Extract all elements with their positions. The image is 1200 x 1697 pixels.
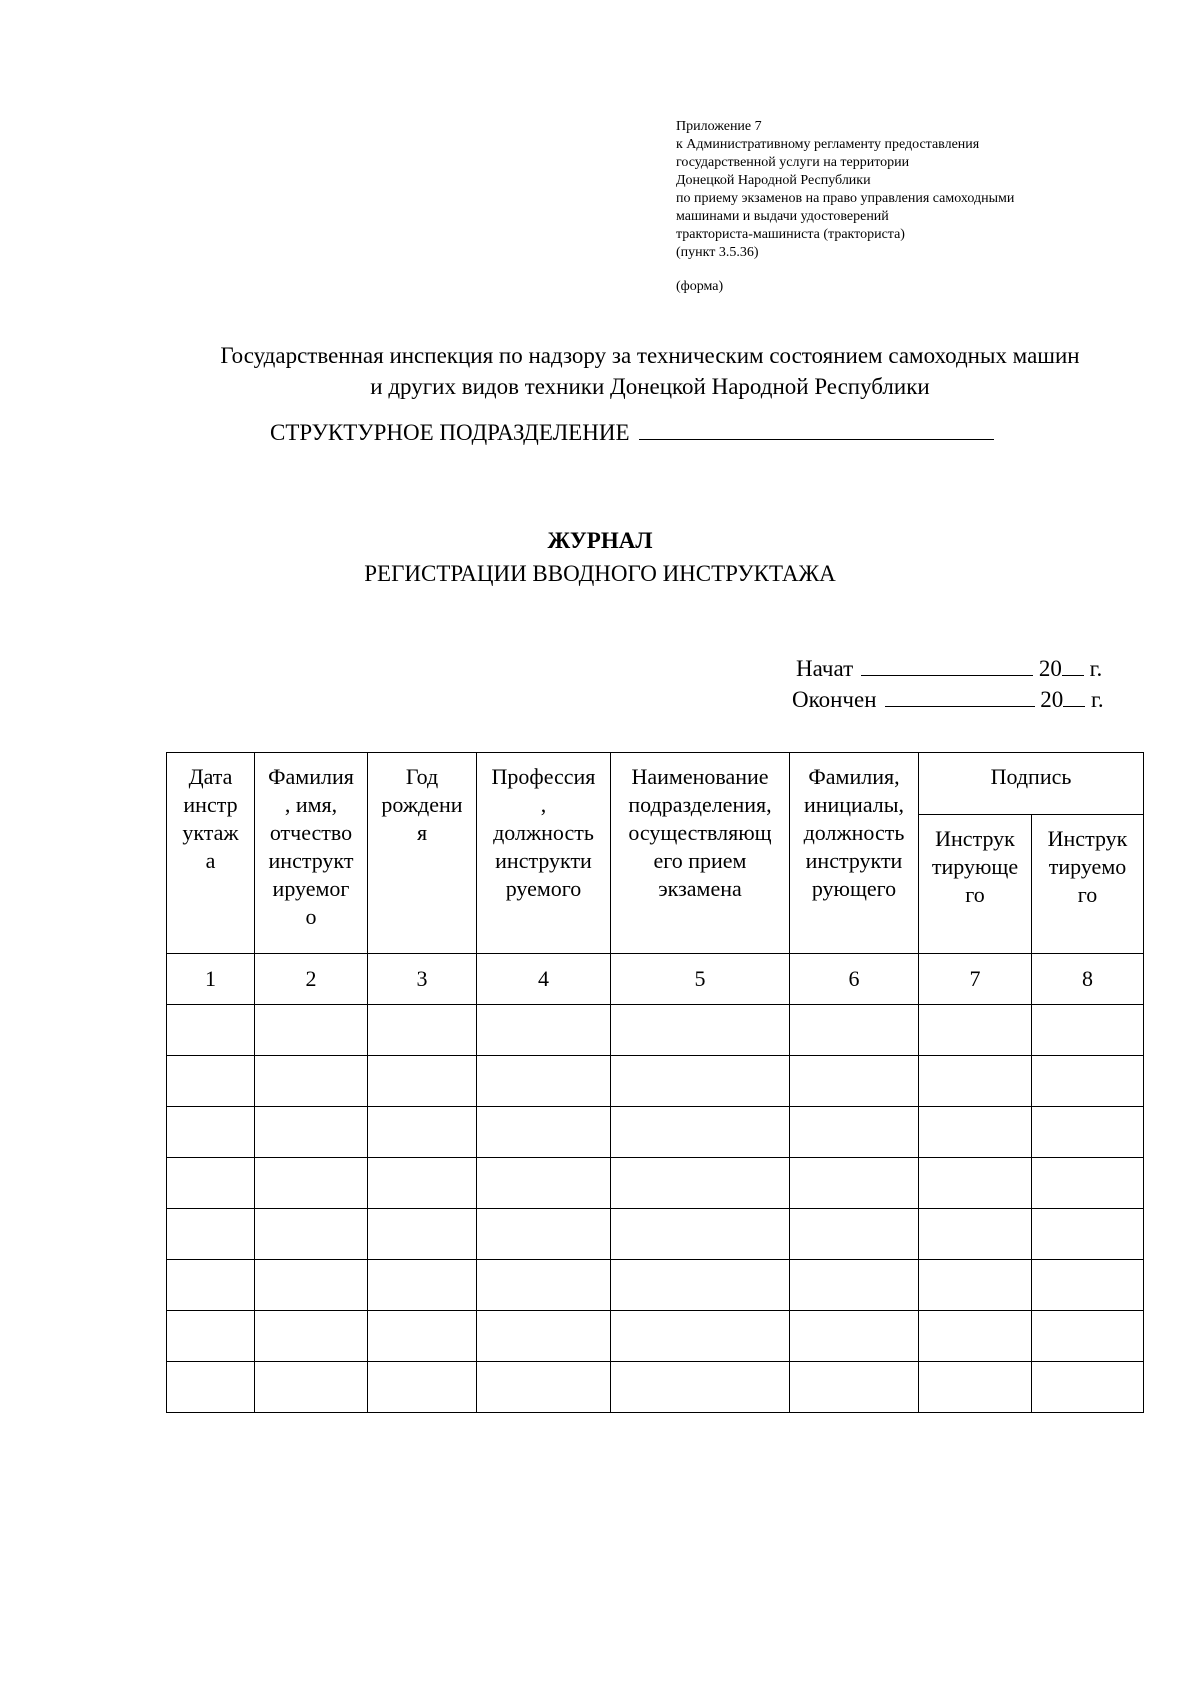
table-cell[interactable] — [1032, 1311, 1144, 1362]
annex-line: по приему экзаменов на право управления самоходными — [676, 191, 1015, 206]
table-cell[interactable] — [611, 1158, 790, 1209]
year-prefix: 20 — [1040, 687, 1064, 712]
structural-unit-blank-field[interactable] — [639, 421, 994, 440]
form-note: (форма) — [676, 279, 724, 294]
table-row — [167, 1107, 1144, 1158]
annex-line: (пункт 3.5.36) — [676, 245, 759, 260]
table-cell[interactable] — [167, 1056, 255, 1107]
table-cell[interactable] — [790, 1209, 919, 1260]
table-row — [167, 1260, 1144, 1311]
ended-label: Окончен — [792, 687, 877, 712]
table-row — [167, 1362, 1144, 1413]
column-number: 8 — [1032, 954, 1144, 1005]
header-signature-instructed: Инструк тируемо го — [1032, 815, 1144, 954]
year-suffix: г. — [1089, 656, 1103, 681]
structural-unit-label: СТРУКТУРНОЕ ПОДРАЗДЕЛЕНИЕ — [270, 420, 630, 445]
table-cell[interactable] — [167, 1362, 255, 1413]
ended-row — [792, 684, 1104, 715]
table-cell[interactable] — [790, 1260, 919, 1311]
table-cell[interactable] — [255, 1005, 368, 1056]
table-cell[interactable] — [167, 1107, 255, 1158]
journal-dates — [792, 653, 1104, 715]
annex-line: тракториста-машиниста (тракториста) — [676, 227, 905, 242]
ended-date-field[interactable] — [885, 688, 1035, 707]
table-cell[interactable] — [477, 1158, 611, 1209]
table-cell[interactable] — [368, 1005, 477, 1056]
table-cell[interactable] — [1032, 1005, 1144, 1056]
column-number: 2 — [255, 954, 368, 1005]
table-cell[interactable] — [477, 1311, 611, 1362]
table-cell[interactable] — [611, 1260, 790, 1311]
table-cell[interactable] — [477, 1209, 611, 1260]
column-number: 3 — [368, 954, 477, 1005]
table-cell[interactable] — [167, 1005, 255, 1056]
table-row — [167, 1005, 1144, 1056]
header-signature-instructor: Инструк тирующе го — [919, 815, 1032, 954]
column-number-row — [167, 954, 1144, 1005]
organization-line-2: и других видов техники Донецкой Народной Республики — [370, 374, 930, 399]
table-cell[interactable] — [255, 1311, 368, 1362]
table-cell[interactable] — [167, 1158, 255, 1209]
table-cell[interactable] — [919, 1260, 1032, 1311]
started-date-field[interactable] — [861, 657, 1033, 676]
table-cell[interactable] — [368, 1107, 477, 1158]
journal-title-block — [0, 524, 1200, 590]
table-cell[interactable] — [1032, 1056, 1144, 1107]
started-year-field[interactable] — [1062, 657, 1084, 676]
header-name: Фамилия , имя, отчество инструкт ируемог о — [255, 753, 368, 954]
table-cell[interactable] — [1032, 1107, 1144, 1158]
column-number: 5 — [611, 954, 790, 1005]
header-profession: Профессия , должность инструкти руемого — [477, 753, 611, 954]
header-instructor: Фамилия, инициалы, должность инструкти рующего — [790, 753, 919, 954]
column-number: 4 — [477, 954, 611, 1005]
table-cell[interactable] — [919, 1158, 1032, 1209]
journal-subtitle: РЕГИСТРАЦИИ ВВОДНОГО ИНСТРУКТАЖА — [364, 561, 836, 586]
organization-heading — [100, 340, 1200, 402]
table-cell[interactable] — [368, 1311, 477, 1362]
table-cell[interactable] — [255, 1056, 368, 1107]
annex-line: государственной услуги на территории — [676, 155, 910, 170]
table-cell[interactable] — [790, 1005, 919, 1056]
header-birth-year: Год рождени я — [368, 753, 477, 954]
table-cell[interactable] — [611, 1362, 790, 1413]
table-cell[interactable] — [611, 1107, 790, 1158]
table-cell[interactable] — [1032, 1362, 1144, 1413]
annex-line: Приложение 7 — [676, 119, 762, 134]
header-department: Наименование подразделения, осуществляющ его прием экзамена — [611, 753, 790, 954]
table-cell[interactable] — [1032, 1158, 1144, 1209]
column-number: 1 — [167, 954, 255, 1005]
table-cell[interactable] — [919, 1056, 1032, 1107]
table-cell[interactable] — [368, 1362, 477, 1413]
table-cell[interactable] — [611, 1209, 790, 1260]
table-cell[interactable] — [1032, 1209, 1144, 1260]
annex-line: машинами и выдачи удостоверений — [676, 209, 889, 224]
structural-unit — [270, 420, 994, 446]
table-cell[interactable] — [255, 1107, 368, 1158]
table-row — [167, 1158, 1144, 1209]
table-cell[interactable] — [919, 1311, 1032, 1362]
table-cell[interactable] — [477, 1107, 611, 1158]
table-cell[interactable] — [919, 1005, 1032, 1056]
journal-title: ЖУРНАЛ — [547, 528, 653, 553]
year-suffix: г. — [1091, 687, 1104, 712]
header-signature: Подпись — [919, 753, 1144, 815]
column-number: 7 — [919, 954, 1032, 1005]
table-row — [167, 1056, 1144, 1107]
table-cell[interactable] — [790, 1056, 919, 1107]
table-cell[interactable] — [167, 1311, 255, 1362]
table-cell[interactable] — [167, 1209, 255, 1260]
table-cell[interactable] — [477, 1056, 611, 1107]
annex-line: к Административному регламенту предоставления — [676, 137, 980, 152]
table-cell[interactable] — [611, 1056, 790, 1107]
table-cell[interactable] — [477, 1260, 611, 1311]
table-cell[interactable] — [368, 1158, 477, 1209]
header-date: Дата инстр уктаж а — [167, 753, 255, 954]
table-cell[interactable] — [790, 1107, 919, 1158]
table-cell[interactable] — [790, 1311, 919, 1362]
header-row — [167, 753, 1144, 815]
table-cell[interactable] — [477, 1362, 611, 1413]
table-cell[interactable] — [368, 1260, 477, 1311]
empty-rows — [167, 1005, 1144, 1413]
table-cell[interactable] — [919, 1362, 1032, 1413]
organization-line-1: Государственная инспекция по надзору за техническим состоянием самоходных машин — [220, 343, 1080, 368]
table-cell[interactable] — [167, 1260, 255, 1311]
table-cell[interactable] — [255, 1158, 368, 1209]
table-row — [167, 1209, 1144, 1260]
annex-line: Донецкой Народной Республики — [676, 173, 871, 188]
table-cell[interactable] — [919, 1209, 1032, 1260]
table-cell[interactable] — [611, 1005, 790, 1056]
annex-block — [676, 118, 1014, 296]
table-cell[interactable] — [255, 1260, 368, 1311]
journal-table — [166, 752, 1144, 1413]
table-cell[interactable] — [790, 1158, 919, 1209]
table-cell[interactable] — [1032, 1260, 1144, 1311]
started-row — [796, 653, 1104, 684]
table-cell[interactable] — [368, 1056, 477, 1107]
column-number: 6 — [790, 954, 919, 1005]
table-cell[interactable] — [611, 1311, 790, 1362]
table-cell[interactable] — [477, 1005, 611, 1056]
table-row — [167, 1311, 1144, 1362]
table-cell[interactable] — [919, 1107, 1032, 1158]
ended-year-field[interactable] — [1063, 688, 1085, 707]
table-cell[interactable] — [790, 1362, 919, 1413]
table-cell[interactable] — [255, 1362, 368, 1413]
table-cell[interactable] — [255, 1209, 368, 1260]
started-label: Начат — [796, 656, 854, 681]
year-prefix: 20 — [1038, 656, 1062, 681]
table-cell[interactable] — [368, 1209, 477, 1260]
